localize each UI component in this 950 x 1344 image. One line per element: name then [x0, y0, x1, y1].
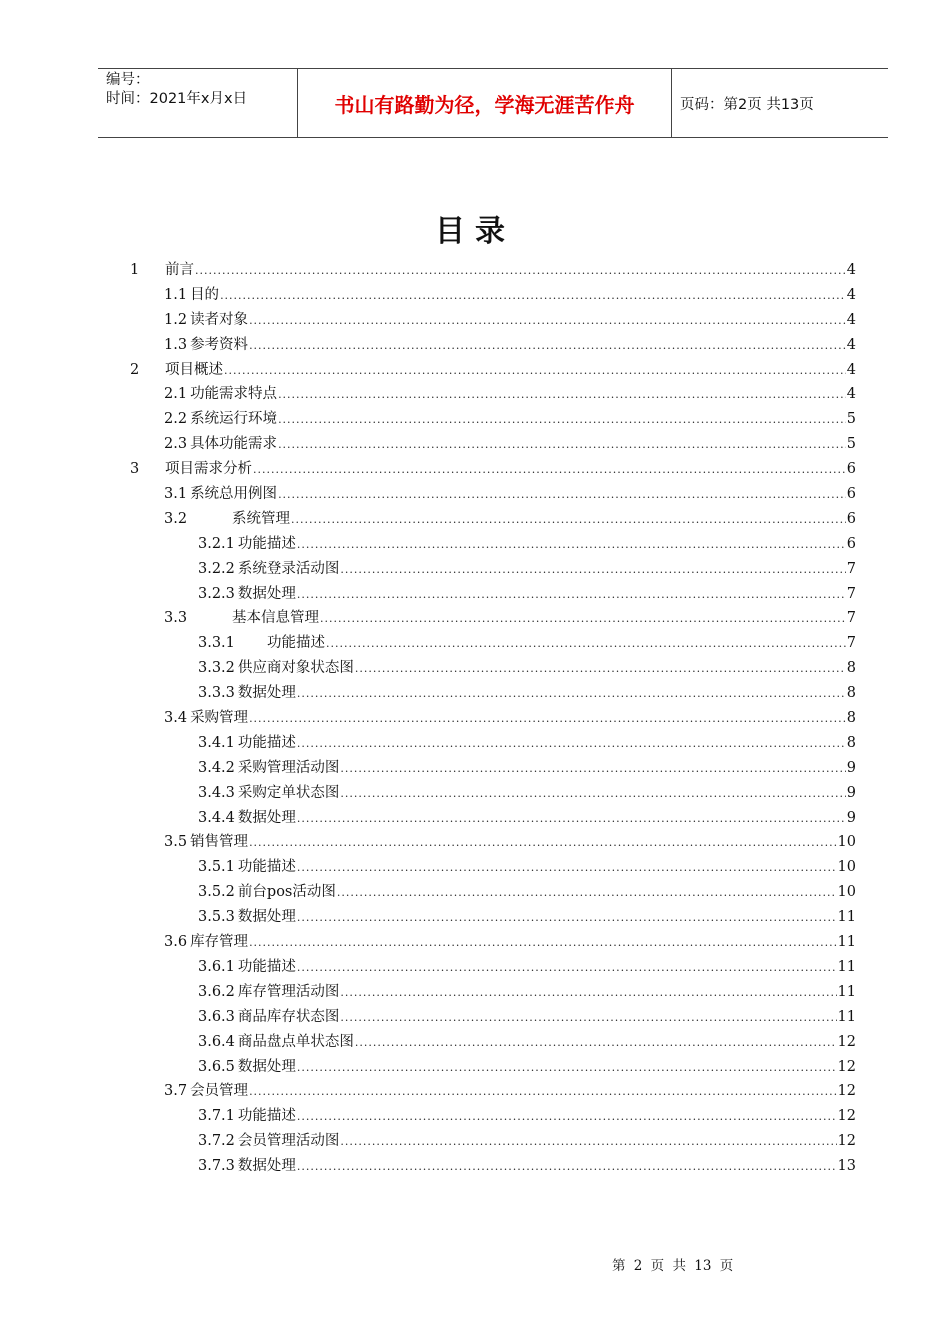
header-meta	[98, 69, 298, 137]
toc-entry-title: 数据处理	[237, 909, 296, 926]
toc-entry-page: 4	[846, 262, 856, 278]
toc-entry-title: 功能描述	[237, 734, 296, 751]
toc-dot-leader	[297, 687, 846, 700]
toc-entry-title: 功能需求特点	[190, 386, 278, 403]
toc-entry-title: 采购管理	[190, 710, 249, 727]
toc-entry-number: 3.6.4	[198, 1033, 235, 1050]
toc-entry[interactable]	[130, 955, 856, 980]
toc-dot-leader	[297, 1110, 837, 1123]
toc-entry-title: 功能描述	[237, 859, 296, 876]
toc-entry-title: 参考资料	[190, 336, 249, 353]
toc-dot-leader	[249, 314, 846, 327]
header-page-info: 页码：第2页 共13页	[680, 96, 814, 113]
toc-entry[interactable]	[130, 731, 856, 756]
toc-entry-page: 4	[846, 386, 856, 403]
toc-entry-number: 1.1	[164, 286, 188, 303]
toc-dot-leader	[297, 588, 846, 601]
toc-entry-title: 功能描述	[237, 958, 296, 975]
toc-entry-number: 3.4.3	[198, 784, 235, 801]
toc-entry[interactable]	[130, 930, 856, 955]
toc-dot-leader	[297, 538, 846, 551]
toc-entry-title: 基本信息管理	[232, 610, 319, 627]
toc-dot-leader	[340, 787, 845, 800]
toc-dot-leader	[291, 513, 846, 526]
toc-dot-leader	[297, 737, 846, 750]
toc-entry-number: 1.2	[164, 311, 188, 328]
toc-dot-leader	[340, 1135, 836, 1148]
toc-entry-title: 系统总用例图	[190, 486, 278, 503]
toc-entry-number: 3.7.1	[198, 1108, 235, 1125]
toc-entry-title: 销售管理	[190, 834, 249, 851]
toc-dot-leader	[340, 986, 836, 999]
toc-entry-number: 3.4.4	[198, 809, 235, 826]
toc-dot-leader	[249, 339, 846, 352]
toc-entry-title: 供应商对象状态图	[237, 660, 354, 677]
toc-entry-title: 系统管理	[232, 510, 290, 527]
toc-entry-title: 系统登录活动图	[237, 560, 340, 577]
toc-entry-number: 1	[130, 262, 140, 278]
toc-entry-page: 9	[846, 759, 856, 776]
toc-entry[interactable]	[130, 507, 856, 532]
toc-title: 目录	[435, 214, 515, 249]
toc-entry[interactable]	[130, 681, 856, 706]
toc-entry-title: 采购定单状态图	[237, 784, 340, 801]
toc-entry-number: 2.2	[164, 411, 188, 428]
toc-entry-number: 3.5.1	[198, 859, 235, 876]
toc-entry-page: 10	[837, 859, 856, 876]
toc-dot-leader	[340, 563, 845, 576]
toc-dot-leader	[340, 1011, 836, 1024]
toc-entry-page: 12	[837, 1033, 856, 1050]
toc-dot-leader	[278, 488, 846, 501]
toc-entry-page: 10	[837, 834, 856, 851]
toc-dot-leader	[278, 388, 846, 401]
toc-entry-page: 8	[846, 734, 856, 751]
toc-entry[interactable]	[130, 382, 856, 407]
toc-entry-title: 会员管理活动图	[237, 1133, 340, 1150]
toc-entry-number: 3.6.5	[198, 1058, 235, 1075]
toc-entry[interactable]	[130, 1079, 856, 1104]
toc-entry[interactable]	[130, 656, 856, 681]
toc-dot-leader	[195, 264, 846, 277]
toc-entry-number: 3.3.3	[198, 685, 235, 702]
toc-dot-leader	[249, 1085, 836, 1098]
toc-dot-leader	[297, 1160, 837, 1173]
toc-entry-title: 库存管理活动图	[237, 983, 340, 1000]
toc-entry-number: 3.2.3	[198, 585, 235, 602]
toc-entry-page: 4	[846, 336, 856, 353]
toc-entry[interactable]	[130, 905, 856, 930]
toc-dot-leader	[297, 911, 837, 924]
toc-entry-page: 12	[837, 1133, 856, 1150]
toc-entry-page: 10	[837, 884, 856, 901]
toc-dot-leader	[220, 289, 846, 302]
toc-entry-page: 12	[837, 1108, 856, 1125]
toc-entry-page: 7	[846, 560, 856, 577]
toc-dot-leader	[297, 861, 837, 874]
toc-entry-page: 6	[846, 535, 856, 552]
toc-entry-number: 3.4	[164, 710, 188, 727]
toc-entry-number: 3.5.2	[198, 884, 235, 901]
toc-dot-leader	[340, 762, 845, 775]
toc-entry[interactable]	[130, 1005, 856, 1030]
toc-dot-leader	[249, 712, 846, 725]
toc-entry-number: 3.3.2	[198, 660, 235, 677]
toc-entry[interactable]	[130, 358, 856, 383]
toc-dot-leader	[278, 413, 846, 426]
toc-entry[interactable]	[130, 606, 856, 631]
toc-dot-leader	[278, 438, 846, 451]
toc-entry-title: 项目需求分析	[165, 461, 252, 478]
toc-entry-title: 采购管理活动图	[237, 759, 340, 776]
toc-entry[interactable]	[130, 855, 856, 880]
toc-entry-title: 数据处理	[237, 809, 296, 826]
toc-dot-leader	[320, 612, 846, 625]
toc-entry-title: 具体功能需求	[190, 436, 278, 453]
time-label: 时间：2021年x月x日	[106, 91, 248, 107]
toc-entry-page: 8	[846, 660, 856, 677]
toc-entry[interactable]	[130, 333, 856, 358]
toc-entry-page: 11	[837, 983, 856, 1000]
toc-entry-number: 3	[130, 461, 140, 478]
toc-entry-title: 数据处理	[237, 685, 296, 702]
toc-entry[interactable]	[130, 1030, 856, 1055]
toc-entry[interactable]	[130, 980, 856, 1005]
toc-entry-number: 3.7.3	[198, 1158, 235, 1175]
toc-entry[interactable]	[130, 308, 856, 333]
toc-dot-leader	[355, 662, 846, 675]
toc-entry-number: 2.3	[164, 436, 188, 453]
toc-entry-title: 前言	[165, 262, 194, 278]
toc-entry[interactable]	[130, 557, 856, 582]
toc-entry-number: 2	[130, 361, 140, 378]
toc-entry-number: 3.6.2	[198, 983, 235, 1000]
toc-entry-page: 6	[846, 510, 856, 527]
table-of-contents	[130, 258, 856, 1179]
toc-entry[interactable]	[130, 1154, 856, 1179]
toc-entry-number: 3.7	[164, 1083, 188, 1100]
toc-entry-page: 11	[837, 909, 856, 926]
toc-dot-leader	[337, 886, 837, 899]
header-motto: 书山有路勤为径，学海无涯苦作舟	[298, 69, 672, 137]
toc-entry-page: 7	[846, 610, 856, 627]
page-footer: 第 2 页 共 13 页	[612, 1258, 734, 1274]
toc-entry[interactable]	[130, 258, 856, 283]
toc-entry-page: 11	[837, 1008, 856, 1025]
toc-entry-page: 11	[837, 934, 856, 951]
toc-entry-number: 3.2.2	[198, 560, 235, 577]
toc-entry[interactable]	[130, 631, 856, 656]
toc-entry-page: 13	[837, 1158, 856, 1175]
toc-entry-title: 前台pos活动图	[237, 884, 336, 901]
toc-entry[interactable]	[130, 532, 856, 557]
toc-entry-number: 3.2	[164, 510, 188, 527]
toc-entry-title: 功能描述	[237, 535, 296, 552]
toc-entry-page: 5	[846, 411, 856, 428]
toc-entry[interactable]	[130, 582, 856, 607]
toc-entry[interactable]	[130, 283, 856, 308]
toc-entry-number: 3.4.2	[198, 759, 235, 776]
toc-dot-leader	[249, 836, 836, 849]
toc-entry[interactable]	[130, 756, 856, 781]
toc-entry-number: 3.5.3	[198, 909, 235, 926]
code-label: 编号：	[106, 72, 150, 88]
toc-dot-leader	[326, 637, 846, 650]
toc-entry-title: 目的	[190, 286, 220, 303]
toc-dot-leader	[297, 961, 837, 974]
toc-entry[interactable]	[130, 880, 856, 905]
toc-entry-title: 会员管理	[190, 1083, 249, 1100]
toc-entry-page: 9	[846, 809, 856, 826]
toc-dot-leader	[297, 1061, 837, 1074]
toc-entry-number: 3.4.1	[198, 734, 235, 751]
toc-entry-number: 3.6.1	[198, 958, 235, 975]
toc-entry-title: 数据处理	[237, 585, 296, 602]
toc-entry-number: 3.3.1	[198, 635, 235, 652]
toc-dot-leader	[224, 364, 846, 377]
toc-entry-page: 5	[846, 436, 856, 453]
toc-entry[interactable]	[130, 432, 856, 457]
toc-entry-page: 7	[846, 635, 856, 652]
toc-entry-title: 数据处理	[237, 1158, 296, 1175]
toc-entry-title: 功能描述	[267, 635, 325, 652]
toc-entry-page: 6	[846, 461, 856, 478]
toc-entry[interactable]	[130, 1129, 856, 1154]
toc-entry[interactable]	[130, 806, 856, 831]
toc-entry-title: 读者对象	[190, 311, 249, 328]
toc-entry-page: 4	[846, 361, 856, 378]
toc-entry[interactable]	[130, 407, 856, 432]
toc-entry-title: 系统运行环境	[190, 411, 278, 428]
toc-dot-leader	[249, 936, 836, 949]
toc-entry-page: 4	[846, 286, 856, 303]
toc-entry-number: 3.7.2	[198, 1133, 235, 1150]
toc-dot-leader	[355, 1036, 837, 1049]
toc-entry-number: 3.6	[164, 934, 188, 951]
toc-entry-number: 2.1	[164, 386, 188, 403]
toc-entry-page: 12	[837, 1058, 856, 1075]
toc-entry-number: 3.5	[164, 834, 188, 851]
toc-entry-page: 12	[837, 1083, 856, 1100]
toc-entry-number: 3.6.3	[198, 1008, 235, 1025]
page-header	[98, 68, 888, 138]
toc-entry-number: 3.1	[164, 486, 188, 503]
toc-entry-page: 9	[846, 784, 856, 801]
toc-entry[interactable]	[130, 781, 856, 806]
toc-entry-title: 项目概述	[165, 361, 223, 378]
toc-dot-leader	[253, 463, 846, 476]
toc-entry[interactable]	[130, 457, 856, 482]
toc-entry-page: 6	[846, 486, 856, 503]
toc-entry-page: 8	[846, 685, 856, 702]
toc-entry-page: 8	[846, 710, 856, 727]
toc-entry[interactable]	[130, 706, 856, 731]
toc-entry-number: 3.2.1	[198, 535, 235, 552]
toc-entry-page: 7	[846, 585, 856, 602]
toc-entry[interactable]	[130, 1055, 856, 1080]
toc-entry-title: 数据处理	[237, 1058, 296, 1075]
toc-entry[interactable]	[130, 1104, 856, 1129]
toc-entry-title: 商品盘点单状态图	[237, 1033, 354, 1050]
toc-entry[interactable]	[130, 830, 856, 855]
toc-entry-title: 商品库存状态图	[237, 1008, 340, 1025]
toc-entry-title: 库存管理	[190, 934, 249, 951]
toc-entry-page: 11	[837, 958, 856, 975]
toc-dot-leader	[297, 812, 846, 825]
toc-entry-number: 3.3	[164, 610, 188, 627]
toc-entry-page: 4	[846, 311, 856, 328]
toc-entry[interactable]	[130, 482, 856, 507]
toc-entry-number: 1.3	[164, 336, 188, 353]
toc-entry-title: 功能描述	[237, 1108, 296, 1125]
